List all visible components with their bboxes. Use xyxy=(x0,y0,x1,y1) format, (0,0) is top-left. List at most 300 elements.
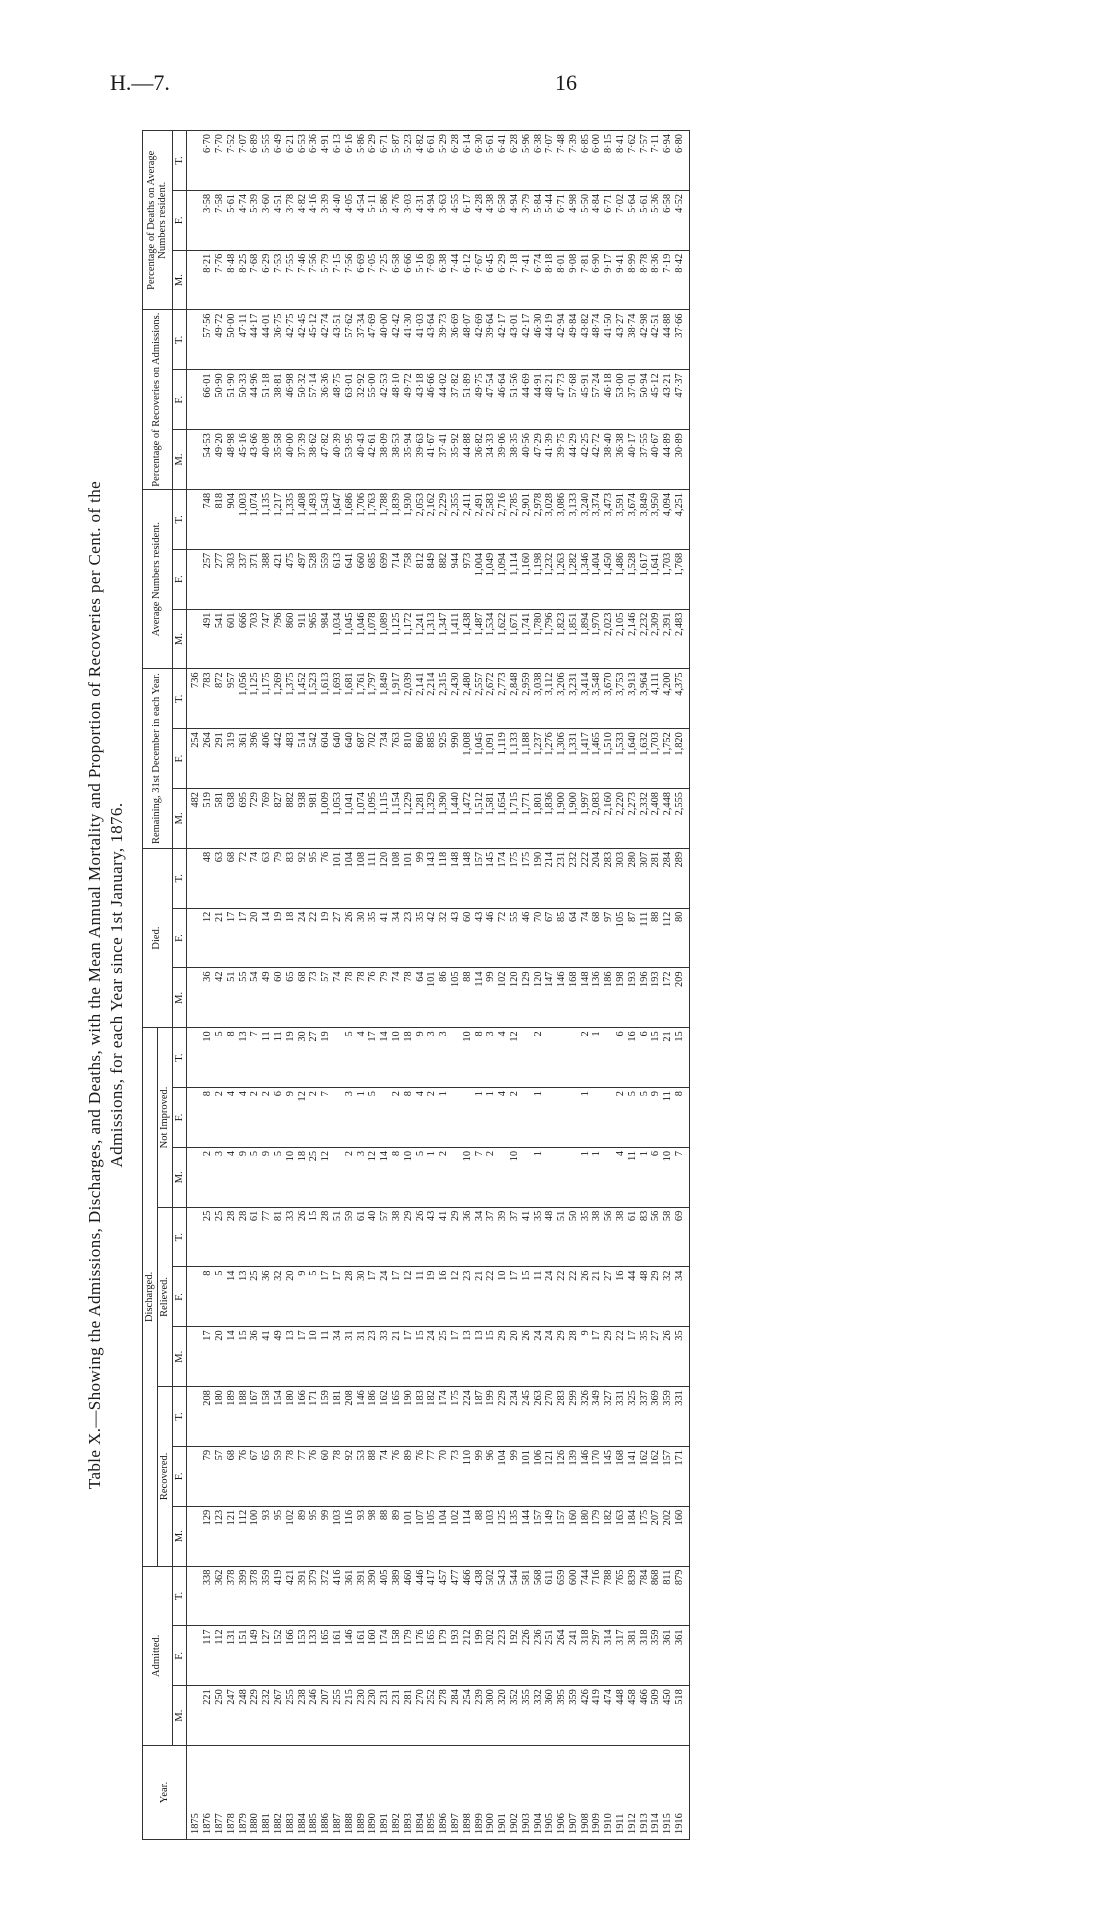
value-cell: 20 xyxy=(214,1327,226,1387)
value-cell: 25 xyxy=(202,1207,214,1267)
value-cell: 8·01 xyxy=(556,250,568,310)
value-cell: 79 xyxy=(273,848,285,908)
value-cell: 11 xyxy=(261,1028,273,1088)
value-cell: 4·84 xyxy=(591,190,603,250)
value-cell: 3 xyxy=(485,1028,497,1088)
value-cell: 6·14 xyxy=(462,131,474,191)
value-cell: 11 xyxy=(415,1267,427,1327)
year-cell: 1875 xyxy=(187,1746,202,1840)
value-cell: 141 xyxy=(627,1446,639,1506)
value-cell: 26 xyxy=(580,1267,592,1327)
value-cell: 44·69 xyxy=(521,370,533,430)
value-cell: 247 xyxy=(226,1686,238,1746)
value-cell: 8·78 xyxy=(639,250,651,310)
value-cell: 2,273 xyxy=(627,789,639,849)
value-cell: 127 xyxy=(261,1626,273,1686)
year-cell: 1904 xyxy=(533,1746,545,1840)
value-cell: 747 xyxy=(261,609,273,669)
value-cell: 3·60 xyxy=(261,190,273,250)
value-cell: 3 xyxy=(356,1147,368,1207)
value-cell: 40·17 xyxy=(627,430,639,490)
value-cell xyxy=(187,310,202,370)
year-cell: 1900 xyxy=(485,1746,497,1840)
value-cell: 43·01 xyxy=(509,310,521,370)
value-cell: 36·75 xyxy=(273,310,285,370)
value-cell: 187 xyxy=(474,1387,486,1447)
value-cell: 168 xyxy=(615,1446,627,1506)
value-cell: 685 xyxy=(367,549,379,609)
value-cell: 35·58 xyxy=(273,430,285,490)
value-cell: 172 xyxy=(662,968,674,1028)
value-cell: 1,763 xyxy=(367,489,379,549)
value-cell: 162 xyxy=(650,1446,662,1506)
value-cell xyxy=(568,1028,580,1088)
value-cell: 303 xyxy=(615,848,627,908)
value-cell: 112 xyxy=(214,1626,226,1686)
value-cell: 1,820 xyxy=(674,729,689,789)
value-cell: 8·42 xyxy=(674,250,689,310)
value-cell: 68 xyxy=(591,908,603,968)
value-cell: 729 xyxy=(249,789,261,849)
value-cell: 73 xyxy=(450,1446,462,1506)
value-cell: 36·82 xyxy=(474,430,486,490)
value-cell: 2,391 xyxy=(662,609,674,669)
value-cell: 29 xyxy=(556,1327,568,1387)
value-cell: 1,094 xyxy=(497,549,509,609)
value-cell xyxy=(556,1088,568,1148)
value-cell: 24 xyxy=(544,1267,556,1327)
value-cell: 5 xyxy=(249,1147,261,1207)
value-cell: 2,332 xyxy=(639,789,651,849)
value-cell: 1,917 xyxy=(391,669,403,729)
value-cell: 11 xyxy=(273,1028,285,1088)
col-sex-header-f: F. xyxy=(172,190,187,250)
value-cell: 1,125 xyxy=(391,609,403,669)
value-cell: 1,900 xyxy=(556,789,568,849)
value-cell: 30 xyxy=(297,1028,309,1088)
col-sex-header-f: F. xyxy=(172,1088,187,1148)
value-cell: 57·62 xyxy=(344,310,356,370)
value-cell: 419 xyxy=(273,1566,285,1626)
value-cell: 1,654 xyxy=(497,789,509,849)
value-cell: 49 xyxy=(273,1327,285,1387)
value-cell: 1 xyxy=(426,1147,438,1207)
value-cell xyxy=(332,1028,344,1088)
value-cell: 3,913 xyxy=(627,669,639,729)
value-cell: 46 xyxy=(485,908,497,968)
value-cell: 5·96 xyxy=(521,131,533,191)
value-cell: 149 xyxy=(544,1506,556,1566)
value-cell: 297 xyxy=(591,1626,603,1686)
value-cell: 15 xyxy=(308,1207,320,1267)
value-cell: 2,023 xyxy=(603,609,615,669)
year-cell: 1886 xyxy=(320,1746,332,1840)
value-cell: 7·05 xyxy=(367,250,379,310)
value-cell: 2,430 xyxy=(450,669,462,729)
value-cell: 9 xyxy=(285,1088,297,1148)
value-cell: 29 xyxy=(650,1267,662,1327)
value-cell: 7·56 xyxy=(308,250,320,310)
value-cell: 104 xyxy=(497,1446,509,1506)
value-cell: 1,160 xyxy=(521,549,533,609)
table-row xyxy=(556,131,568,1840)
col-sex-header-m: M. xyxy=(172,968,187,1028)
value-cell: 192 xyxy=(509,1626,521,1686)
value-cell: 38·81 xyxy=(273,370,285,430)
value-cell: 35 xyxy=(367,908,379,968)
value-cell: 81 xyxy=(273,1207,285,1267)
value-cell: 10 xyxy=(202,1028,214,1088)
value-cell xyxy=(187,1267,202,1327)
value-cell: 26 xyxy=(521,1327,533,1387)
value-cell: 396 xyxy=(249,729,261,789)
value-cell: 44·88 xyxy=(662,310,674,370)
value-cell: 5·50 xyxy=(580,190,592,250)
year-cell: 1906 xyxy=(556,1746,568,1840)
value-cell: 3,674 xyxy=(627,489,639,549)
value-cell: 1 xyxy=(356,1088,368,1148)
value-cell: 6·58 xyxy=(497,190,509,250)
value-cell: 5 xyxy=(627,1088,639,1148)
value-cell: 18 xyxy=(285,908,297,968)
value-cell: 1,523 xyxy=(308,669,320,729)
value-cell: 13 xyxy=(238,1267,250,1327)
value-cell: 1,703 xyxy=(662,549,674,609)
value-cell: 1,008 xyxy=(462,729,474,789)
value-cell: 604 xyxy=(320,729,332,789)
value-cell: 47·37 xyxy=(674,370,689,430)
value-cell: 1,306 xyxy=(556,729,568,789)
value-cell: 76 xyxy=(367,968,379,1028)
value-cell: 868 xyxy=(650,1566,662,1626)
value-cell: 477 xyxy=(450,1566,462,1626)
value-cell: 78 xyxy=(356,968,368,1028)
value-cell: 111 xyxy=(639,908,651,968)
value-cell: 51·56 xyxy=(509,370,521,430)
year-cell: 1903 xyxy=(521,1746,533,1840)
value-cell: 1 xyxy=(474,1088,486,1148)
value-cell: 50·94 xyxy=(639,370,651,430)
year-cell: 1892 xyxy=(391,1746,403,1840)
table-row xyxy=(320,131,332,1840)
value-cell: 5·39 xyxy=(249,190,261,250)
value-cell xyxy=(462,1088,474,1148)
col-sex-header-f: F. xyxy=(172,1446,187,1506)
value-cell: 24 xyxy=(426,1327,438,1387)
value-cell: 30 xyxy=(356,908,368,968)
value-cell: 1 xyxy=(580,1147,592,1207)
value-cell: 763 xyxy=(391,729,403,789)
value-cell: 2,480 xyxy=(462,669,474,729)
value-cell: 44·01 xyxy=(261,310,273,370)
year-cell: 1888 xyxy=(344,1746,356,1840)
value-cell: 2 xyxy=(308,1088,320,1148)
value-cell: 331 xyxy=(674,1387,689,1447)
value-cell: 89 xyxy=(403,1446,415,1506)
value-cell: 41·67 xyxy=(426,430,438,490)
value-cell: 600 xyxy=(568,1566,580,1626)
value-cell: 26 xyxy=(297,1207,309,1267)
value-cell: 687 xyxy=(356,729,368,789)
value-cell: 214 xyxy=(544,848,556,908)
value-cell: 352 xyxy=(509,1686,521,1746)
value-cell: 83 xyxy=(639,1207,651,1267)
value-cell: 40 xyxy=(367,1207,379,1267)
value-cell: 41 xyxy=(521,1207,533,1267)
value-cell: 222 xyxy=(580,848,592,908)
value-cell: 186 xyxy=(367,1387,379,1447)
value-cell: 38·74 xyxy=(627,310,639,370)
value-cell: 72 xyxy=(497,908,509,968)
value-cell: 38 xyxy=(391,1207,403,1267)
value-cell: 20 xyxy=(509,1327,521,1387)
value-cell: 1,780 xyxy=(533,609,545,669)
value-cell: 1,269 xyxy=(273,669,285,729)
value-cell: 15 xyxy=(650,1028,662,1088)
value-cell: 2,309 xyxy=(650,609,662,669)
table-row xyxy=(344,131,356,1840)
value-cell: 4·40 xyxy=(332,190,344,250)
value-cell: 231 xyxy=(391,1686,403,1746)
value-cell: 48·98 xyxy=(226,430,238,490)
value-cell: 6·94 xyxy=(662,131,674,191)
col-remaining-header: Remaining, 31st December in each Year. xyxy=(143,669,173,848)
value-cell: 58 xyxy=(662,1207,674,1267)
value-cell: 129 xyxy=(521,968,533,1028)
value-cell: 28 xyxy=(568,1327,580,1387)
value-cell: 1 xyxy=(591,1028,603,1088)
col-year-header: Year. xyxy=(143,1746,187,1840)
value-cell: 179 xyxy=(438,1626,450,1686)
value-cell: 280 xyxy=(627,848,639,908)
value-cell: 152 xyxy=(273,1626,285,1686)
value-cell: 3,473 xyxy=(603,489,615,549)
value-cell: 36 xyxy=(462,1207,474,1267)
value-cell: 42·45 xyxy=(297,310,309,370)
value-cell: 68 xyxy=(226,1446,238,1506)
value-cell: 46 xyxy=(521,908,533,968)
value-cell: 2,141 xyxy=(415,669,427,729)
value-cell: 95 xyxy=(308,1506,320,1566)
value-cell: 518 xyxy=(674,1686,689,1746)
value-cell: 973 xyxy=(462,549,474,609)
value-cell: 15 xyxy=(521,1267,533,1327)
value-cell: 47·69 xyxy=(367,310,379,370)
value-cell: 39·06 xyxy=(497,430,509,490)
value-cell: 581 xyxy=(214,789,226,849)
col-sex-header-m: M. xyxy=(172,1506,187,1566)
value-cell: 50·32 xyxy=(297,370,309,430)
value-cell: 238 xyxy=(297,1686,309,1746)
value-cell: 61 xyxy=(249,1207,261,1267)
value-cell: 56 xyxy=(603,1207,615,1267)
value-cell: 460 xyxy=(403,1566,415,1626)
value-cell: 56 xyxy=(650,1207,662,1267)
value-cell: 10 xyxy=(391,1028,403,1088)
value-cell: 34 xyxy=(474,1207,486,1267)
value-cell: 3,086 xyxy=(556,489,568,549)
value-cell: 181 xyxy=(332,1387,344,1447)
value-cell: 2,848 xyxy=(509,669,521,729)
value-cell: 769 xyxy=(261,789,273,849)
value-cell: 320 xyxy=(497,1686,509,1746)
value-cell: 1,487 xyxy=(474,609,486,669)
value-cell: 5·79 xyxy=(320,250,332,310)
value-cell: 378 xyxy=(249,1566,261,1626)
value-cell: 3,414 xyxy=(580,669,592,729)
value-cell: 95 xyxy=(273,1506,285,1566)
value-cell: 5·29 xyxy=(438,131,450,191)
value-cell: 15 xyxy=(674,1028,689,1088)
year-cell: 1908 xyxy=(580,1746,592,1840)
value-cell: 421 xyxy=(285,1566,297,1626)
value-cell: 8·25 xyxy=(238,250,250,310)
value-cell: 1,346 xyxy=(580,549,592,609)
value-cell: 4 xyxy=(226,1088,238,1148)
value-cell: 105 xyxy=(615,908,627,968)
table-row xyxy=(568,131,580,1840)
value-cell: 48 xyxy=(544,1207,556,1267)
value-cell: 9 xyxy=(580,1327,592,1387)
value-cell: 1,091 xyxy=(485,729,497,789)
value-cell: 202 xyxy=(662,1506,674,1566)
value-cell: 6·36 xyxy=(308,131,320,191)
col-sex-header-m: M. xyxy=(172,250,187,310)
value-cell xyxy=(497,1147,509,1207)
year-cell: 1907 xyxy=(568,1746,580,1840)
value-cell: 104 xyxy=(438,1506,450,1566)
value-cell: 17 xyxy=(297,1327,309,1387)
value-cell: 4·82 xyxy=(297,190,309,250)
value-cell: 44·17 xyxy=(249,310,261,370)
value-cell: 101 xyxy=(426,968,438,1028)
value-cell: 161 xyxy=(356,1626,368,1686)
value-cell: 1,375 xyxy=(285,669,297,729)
value-cell: 17 xyxy=(238,908,250,968)
value-cell xyxy=(556,1147,568,1207)
value-cell: 5·55 xyxy=(261,131,273,191)
value-cell: 3 xyxy=(214,1147,226,1207)
value-cell: 372 xyxy=(320,1566,332,1626)
table-row xyxy=(249,131,261,1840)
value-cell: 6·70 xyxy=(202,131,214,191)
value-cell: 45·12 xyxy=(650,370,662,430)
value-cell: 8·41 xyxy=(615,131,627,191)
value-cell: 1,232 xyxy=(544,549,556,609)
value-cell: 6·13 xyxy=(332,131,344,191)
value-cell: 528 xyxy=(308,549,320,609)
col-sex-header-t: T. xyxy=(172,848,187,908)
value-cell: 1,078 xyxy=(367,609,379,669)
value-cell: 1,053 xyxy=(332,789,344,849)
value-cell: 59 xyxy=(344,1207,356,1267)
year-cell: 1916 xyxy=(674,1746,689,1840)
value-cell: 125 xyxy=(497,1506,509,1566)
value-cell: 35 xyxy=(674,1327,689,1387)
value-cell: 11 xyxy=(627,1147,639,1207)
value-cell: 371 xyxy=(249,549,261,609)
value-cell: 12 xyxy=(509,1028,521,1088)
value-cell: 8 xyxy=(391,1147,403,1207)
value-cell: 43·64 xyxy=(426,310,438,370)
value-cell: 544 xyxy=(509,1566,521,1626)
value-cell: 22 xyxy=(556,1267,568,1327)
value-cell: 1,894 xyxy=(580,609,592,669)
value-cell: 659 xyxy=(556,1566,568,1626)
value-cell: 108 xyxy=(356,848,368,908)
statistics-table xyxy=(142,130,690,1840)
value-cell: 1,823 xyxy=(556,609,568,669)
table-row xyxy=(674,131,689,1840)
value-cell: 6·66 xyxy=(403,250,415,310)
value-cell: 43 xyxy=(474,908,486,968)
value-cell: 65 xyxy=(261,1446,273,1506)
value-cell: 38·62 xyxy=(308,430,320,490)
value-cell: 86 xyxy=(438,968,450,1028)
value-cell: 14 xyxy=(379,1028,391,1088)
table-row xyxy=(308,131,320,1840)
value-cell: 2,355 xyxy=(450,489,462,549)
value-cell: 166 xyxy=(297,1387,309,1447)
value-cell: 38 xyxy=(615,1207,627,1267)
value-cell: 4·94 xyxy=(426,190,438,250)
value-cell: 406 xyxy=(261,729,273,789)
value-cell: 3·63 xyxy=(438,190,450,250)
value-cell xyxy=(568,1147,580,1207)
value-cell: 41·39 xyxy=(544,430,556,490)
value-cell: 48 xyxy=(639,1267,651,1327)
value-cell: 3,133 xyxy=(568,489,580,549)
value-cell: 1,788 xyxy=(379,489,391,549)
value-cell: 3,548 xyxy=(591,669,603,729)
value-cell: 1,045 xyxy=(474,729,486,789)
value-cell: 736 xyxy=(187,669,202,729)
value-cell: 176 xyxy=(415,1626,427,1686)
value-cell: 6·74 xyxy=(533,250,545,310)
value-cell: 39·63 xyxy=(415,430,427,490)
value-cell: 2,232 xyxy=(639,609,651,669)
value-cell: 1,263 xyxy=(556,549,568,609)
value-cell: 4 xyxy=(497,1088,509,1148)
value-cell: 47·11 xyxy=(238,310,250,370)
value-cell: 72 xyxy=(238,848,250,908)
value-cell: 1,836 xyxy=(544,789,556,849)
year-cell: 1878 xyxy=(226,1746,238,1840)
value-cell: 74 xyxy=(249,848,261,908)
value-cell: 224 xyxy=(462,1387,474,1447)
value-cell: 2,555 xyxy=(674,789,689,849)
value-cell: 448 xyxy=(615,1686,627,1746)
value-cell: 105 xyxy=(450,968,462,1028)
value-cell: 215 xyxy=(344,1686,356,1746)
value-cell: 361 xyxy=(238,729,250,789)
value-cell: 97 xyxy=(603,908,615,968)
table-row xyxy=(509,131,521,1840)
value-cell: 166 xyxy=(285,1626,297,1686)
value-cell: 8·21 xyxy=(202,250,214,310)
year-cell: 1884 xyxy=(297,1746,309,1840)
value-cell xyxy=(187,131,202,191)
table-row xyxy=(379,131,391,1840)
value-cell: 2,901 xyxy=(521,489,533,549)
value-cell: 7·56 xyxy=(344,250,356,310)
value-cell: 362 xyxy=(214,1566,226,1626)
value-cell: 252 xyxy=(426,1686,438,1746)
value-cell: 158 xyxy=(391,1626,403,1686)
value-cell: 3 xyxy=(438,1028,450,1088)
value-cell: 255 xyxy=(332,1686,344,1746)
value-cell: 381 xyxy=(627,1626,639,1686)
